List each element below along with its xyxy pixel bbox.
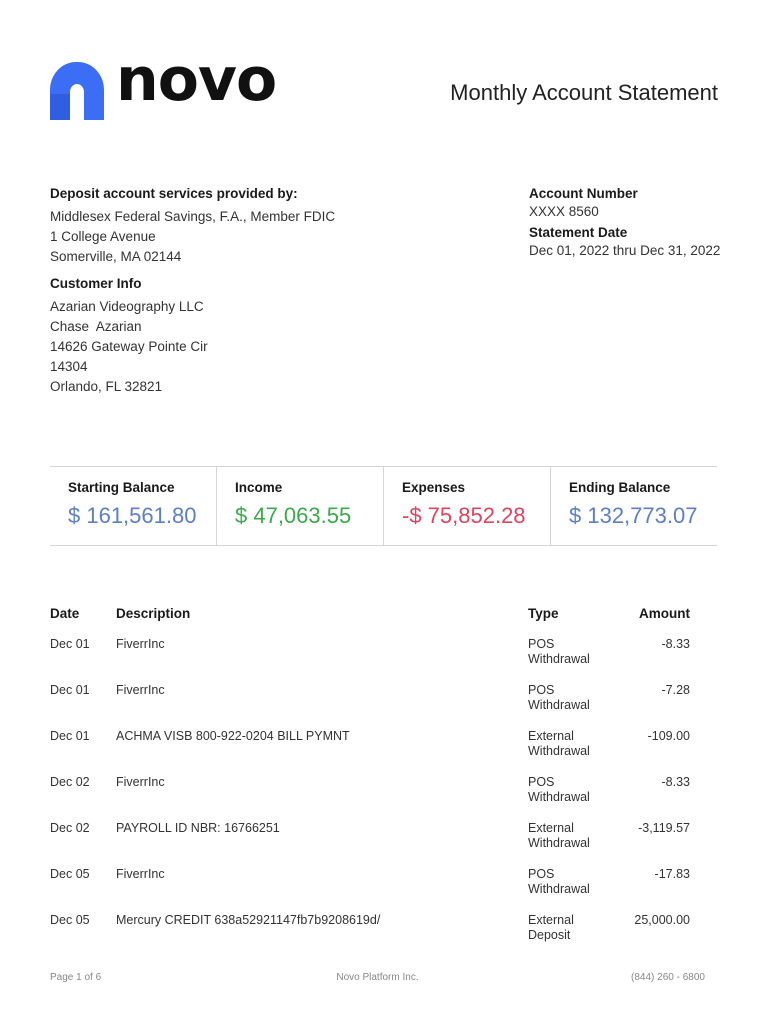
- table-row: [50, 636, 690, 682]
- header-type: Type: [528, 606, 559, 621]
- footer-page-number: Page 1 of 6: [50, 972, 102, 983]
- row-description: ACHMA VISB 800-922-0204 BILL PYMNT: [116, 729, 350, 743]
- row-description: FiverrInc: [116, 683, 165, 697]
- account-block: [529, 185, 729, 259]
- row-amount: 25,000.00: [634, 913, 690, 927]
- novo-arch-icon: [50, 60, 106, 120]
- table-row: [50, 912, 690, 958]
- page-title: Monthly Account Statement: [450, 80, 718, 105]
- table-row: [50, 866, 690, 912]
- row-type-line: Withdrawal: [528, 698, 590, 712]
- transactions-table: [50, 606, 690, 958]
- row-type: [528, 774, 618, 820]
- header-amount: Amount: [639, 606, 690, 621]
- footer-phone: (844) 260 - 6800: [631, 972, 705, 983]
- provider-line: Somerville, MA 02144: [50, 249, 182, 264]
- row-date: Dec 05: [50, 913, 90, 927]
- account-number: XXXX 8560: [529, 204, 599, 219]
- row-date: Dec 01: [50, 637, 90, 651]
- customer-line: 14626 Gateway Pointe Cir: [50, 339, 208, 354]
- row-type: [528, 682, 618, 728]
- row-type-line: Withdrawal: [528, 790, 590, 804]
- customer-line: Chase Azarian: [50, 319, 142, 334]
- provider-line: 1 College Avenue: [50, 229, 156, 244]
- summary-value: $ 132,773.07: [569, 503, 698, 528]
- statement-date: Dec 01, 2022 thru Dec 31, 2022: [529, 243, 721, 258]
- customer-line: Azarian Videography LLC: [50, 299, 204, 314]
- brand-wordmark: novo: [116, 45, 277, 115]
- table-row: [50, 774, 690, 820]
- customer-line: 14304: [50, 359, 88, 374]
- row-amount: -109.00: [647, 729, 690, 743]
- header-description: Description: [116, 606, 191, 621]
- row-type-line: External: [528, 913, 574, 927]
- summary-label: Income: [235, 480, 283, 495]
- summary-label: Expenses: [402, 480, 466, 495]
- summary-label: Ending Balance: [569, 480, 671, 495]
- provider-line: Middlesex Federal Savings, F.A., Member FDIC: [50, 209, 336, 224]
- statement-date-label: Statement Date: [529, 225, 628, 240]
- row-type-line: Withdrawal: [528, 836, 590, 850]
- provider-label: Deposit account services provided by:: [50, 186, 298, 201]
- row-type-line: Withdrawal: [528, 744, 590, 758]
- row-description: FiverrInc: [116, 867, 165, 881]
- table-row: [50, 728, 690, 774]
- row-type-line: External: [528, 729, 574, 743]
- summary-value: -$ 75,852.28: [402, 503, 526, 528]
- table-row: [50, 682, 690, 728]
- balance-summary: [50, 466, 717, 546]
- row-type: [528, 820, 618, 866]
- summary-expenses: [383, 467, 550, 545]
- row-amount: -8.33: [661, 775, 690, 789]
- row-type-line: POS: [528, 867, 555, 881]
- row-date: Dec 01: [50, 683, 90, 697]
- summary-ending-balance: [550, 467, 717, 545]
- customer-line: Orlando, FL 32821: [50, 379, 163, 394]
- row-type: [528, 636, 618, 682]
- header-date: Date: [50, 606, 80, 621]
- row-description: FiverrInc: [116, 775, 165, 789]
- provider-block: [50, 185, 410, 397]
- summary-value: $ 161,561.80: [68, 503, 197, 528]
- table-row: [50, 820, 690, 866]
- customer-label: Customer Info: [50, 276, 142, 291]
- row-type-line: POS: [528, 775, 555, 789]
- row-type-line: External: [528, 821, 574, 835]
- row-amount: -17.83: [654, 867, 690, 881]
- summary-label: Starting Balance: [68, 480, 175, 495]
- summary-starting-balance: [50, 467, 216, 545]
- row-date: Dec 05: [50, 867, 90, 881]
- row-description: FiverrInc: [116, 637, 165, 651]
- row-amount: -8.33: [661, 637, 690, 651]
- summary-value: $ 47,063.55: [235, 503, 352, 528]
- footer-company: Novo Platform Inc.: [336, 972, 419, 983]
- row-type-line: POS: [528, 637, 555, 651]
- summary-income: [216, 467, 383, 545]
- table-header: [50, 606, 690, 636]
- row-amount: -3,119.57: [638, 821, 690, 835]
- row-amount: -7.28: [661, 683, 690, 697]
- row-type: [528, 728, 618, 774]
- account-number-label: Account Number: [529, 186, 638, 201]
- row-type: [528, 866, 618, 912]
- row-date: Dec 01: [50, 729, 90, 743]
- row-type-line: Withdrawal: [528, 652, 590, 666]
- page-footer: [50, 972, 705, 983]
- row-type-line: Deposit: [528, 928, 571, 942]
- row-description: Mercury CREDIT 638a52921147fb7b9208619d/: [116, 913, 381, 927]
- row-type-line: POS: [528, 683, 555, 697]
- row-description: PAYROLL ID NBR: 16766251: [116, 821, 280, 835]
- row-type: [528, 912, 618, 958]
- novo-logo: [50, 45, 280, 120]
- row-type-line: Withdrawal: [528, 882, 590, 896]
- row-date: Dec 02: [50, 821, 90, 835]
- row-date: Dec 02: [50, 775, 90, 789]
